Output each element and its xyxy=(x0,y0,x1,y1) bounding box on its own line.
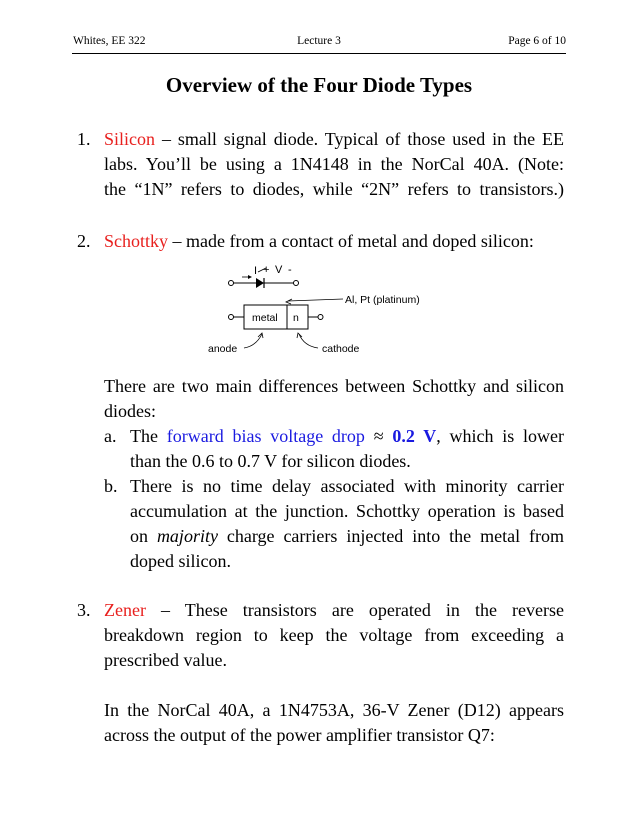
item2-intro-line2: diodes: xyxy=(104,401,156,421)
fig-al-label: Al, Pt (platinum) xyxy=(345,294,420,306)
sub-b-l3-pre: on xyxy=(130,526,157,546)
al-pointer-line xyxy=(288,299,343,301)
item1-line1 xyxy=(104,127,564,152)
header-center: Lecture 3 xyxy=(297,35,341,47)
item2-sub-b xyxy=(104,474,564,574)
sub-a-line1 xyxy=(130,424,564,449)
sub-a-pre: The xyxy=(130,426,167,446)
page-title: Overview of the Four Diode Types xyxy=(165,73,473,97)
sub-b-text xyxy=(104,474,564,574)
sub-a-term: forward bias voltage drop xyxy=(166,426,365,446)
sub-a-line2: than the 0.6 to 0.7 V for silicon diodes. xyxy=(130,451,411,471)
sub-b-line1: There is no time delay associated with minority carrier xyxy=(130,476,564,496)
item2-intro xyxy=(104,374,564,424)
cathode-pointer-line xyxy=(299,334,318,348)
item3-p2-line2: across the output of the power amplifier transistor Q7: xyxy=(104,725,495,745)
sub-a-post: , which is lower xyxy=(436,426,564,446)
item3-line2: breakdown region to keep the voltage from exceeding a xyxy=(104,625,564,645)
fig-metal-label: metal xyxy=(252,312,278,324)
item3-line1 xyxy=(104,598,564,623)
header-right: Page 6 of 10 xyxy=(508,35,566,47)
fig-n-label: n xyxy=(293,312,299,324)
sub-b-line4: doped silicon. xyxy=(130,551,231,571)
diode-terminal-left xyxy=(229,281,234,286)
fig-anode-label: anode xyxy=(208,343,238,355)
sub-a-text xyxy=(104,424,564,474)
item1-term: Silicon xyxy=(104,129,156,149)
al-pointer-arrow-icon xyxy=(286,299,292,304)
item3-text xyxy=(104,598,564,673)
sub-b-l3-emphasis: majority xyxy=(156,526,218,546)
fig-i-label: I xyxy=(254,265,258,277)
item3-number: 3. xyxy=(77,600,91,620)
header-rule xyxy=(72,53,566,54)
item3-paragraph2 xyxy=(104,698,564,748)
diode-terminal-right xyxy=(294,281,299,286)
item2-term: Schottky xyxy=(104,231,169,251)
diode-triangle-icon xyxy=(256,278,264,288)
item3-term: Zener xyxy=(104,600,146,620)
item3-line1-rest: – These transistors are operated in the reverse xyxy=(145,600,564,620)
sub-b-line2: accumulation at the junction. Schottky operation is based xyxy=(130,501,564,521)
sub-a-value: 0.2 V xyxy=(392,426,437,446)
fig-plus-label: + xyxy=(263,264,270,276)
item1-line1-rest: – small signal diode. Typical of those used in the EE xyxy=(155,129,564,149)
sub-a-marker: a. xyxy=(104,426,117,446)
item2-sub-a xyxy=(104,424,564,474)
header-left: Whites, EE 322 xyxy=(73,35,146,47)
schottky-figure xyxy=(200,258,440,358)
fig-minus-label: - xyxy=(288,264,292,276)
sub-b-l3-post: charge carriers injected into the metal from xyxy=(217,526,564,546)
item1-line3: the “1N” refers to diodes, while “2N” refers to transistors.) xyxy=(104,179,564,199)
block-terminal-right xyxy=(318,315,323,320)
item2-rest: – made from a contact of metal and doped silicon: xyxy=(168,231,534,251)
item3-line3: prescribed value. xyxy=(104,650,227,670)
sub-b-marker: b. xyxy=(104,476,118,496)
item2-text xyxy=(104,229,564,254)
fig-v-label: V xyxy=(275,264,283,276)
item1-line2: labs. You’ll be using a 1N4148 in the NorCal 40A. (Note: xyxy=(104,154,564,174)
item1-number: 1. xyxy=(77,129,91,149)
item2-number: 2. xyxy=(77,231,91,251)
item3-p2-line1: In the NorCal 40A, a 1N4753A, 36-V Zener (D12) appears xyxy=(104,700,564,720)
item1-text xyxy=(104,127,564,202)
fig-cathode-label: cathode xyxy=(322,343,360,355)
sub-b-line3 xyxy=(130,524,564,549)
sub-a-approx: ≈ xyxy=(364,426,393,446)
item2-intro-line1: There are two main differences between Schottky and silicon xyxy=(104,376,564,396)
block-terminal-left xyxy=(229,315,234,320)
current-arrow-icon xyxy=(248,275,252,279)
